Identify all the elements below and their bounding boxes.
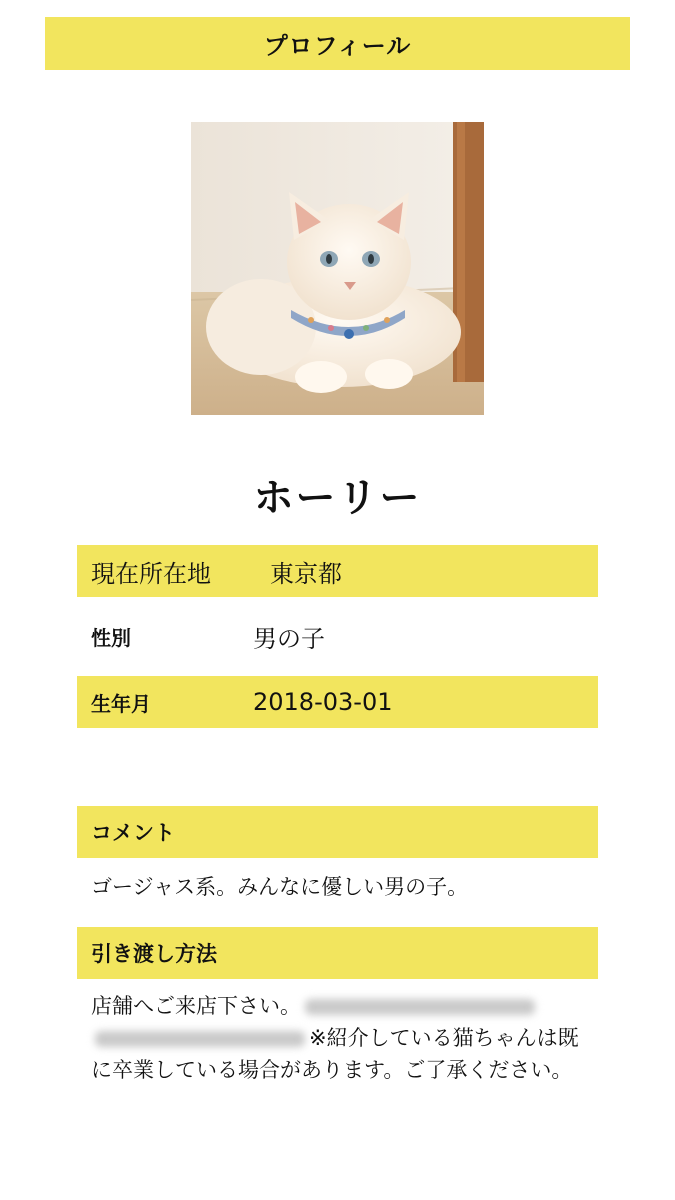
handover-text-start: 店舗へご来店下さい。	[91, 994, 301, 1018]
location-value: 東京都	[270, 559, 342, 588]
comment-text: ゴージャス系。みんなに優しい男の子。	[91, 875, 469, 899]
location-row	[77, 545, 598, 597]
comment-heading	[77, 806, 598, 858]
handover-heading-label: 引き渡し方法	[91, 942, 217, 966]
handover-text	[91, 990, 581, 1086]
handover-heading	[77, 927, 598, 979]
redacted-text	[305, 999, 535, 1015]
gender-label: 性別	[91, 625, 131, 650]
gender-row	[77, 610, 598, 662]
birth-row	[77, 676, 598, 728]
profile-header	[45, 17, 630, 70]
location-label: 現在所在地	[91, 559, 211, 588]
cat-name: ホーリー	[253, 475, 422, 521]
comment-heading-label: コメント	[91, 821, 175, 845]
handover-text-end: ※紹介している猫ちゃんは既に卒業している場合があります。ご了承ください。	[91, 1026, 579, 1082]
page-title: プロフィール	[263, 32, 412, 60]
birth-value: 2018-03-01	[253, 688, 393, 716]
cat-photo	[191, 122, 484, 415]
redacted-text	[95, 1031, 305, 1047]
gender-value: 男の子	[253, 624, 325, 653]
birth-label: 生年月	[91, 691, 151, 716]
